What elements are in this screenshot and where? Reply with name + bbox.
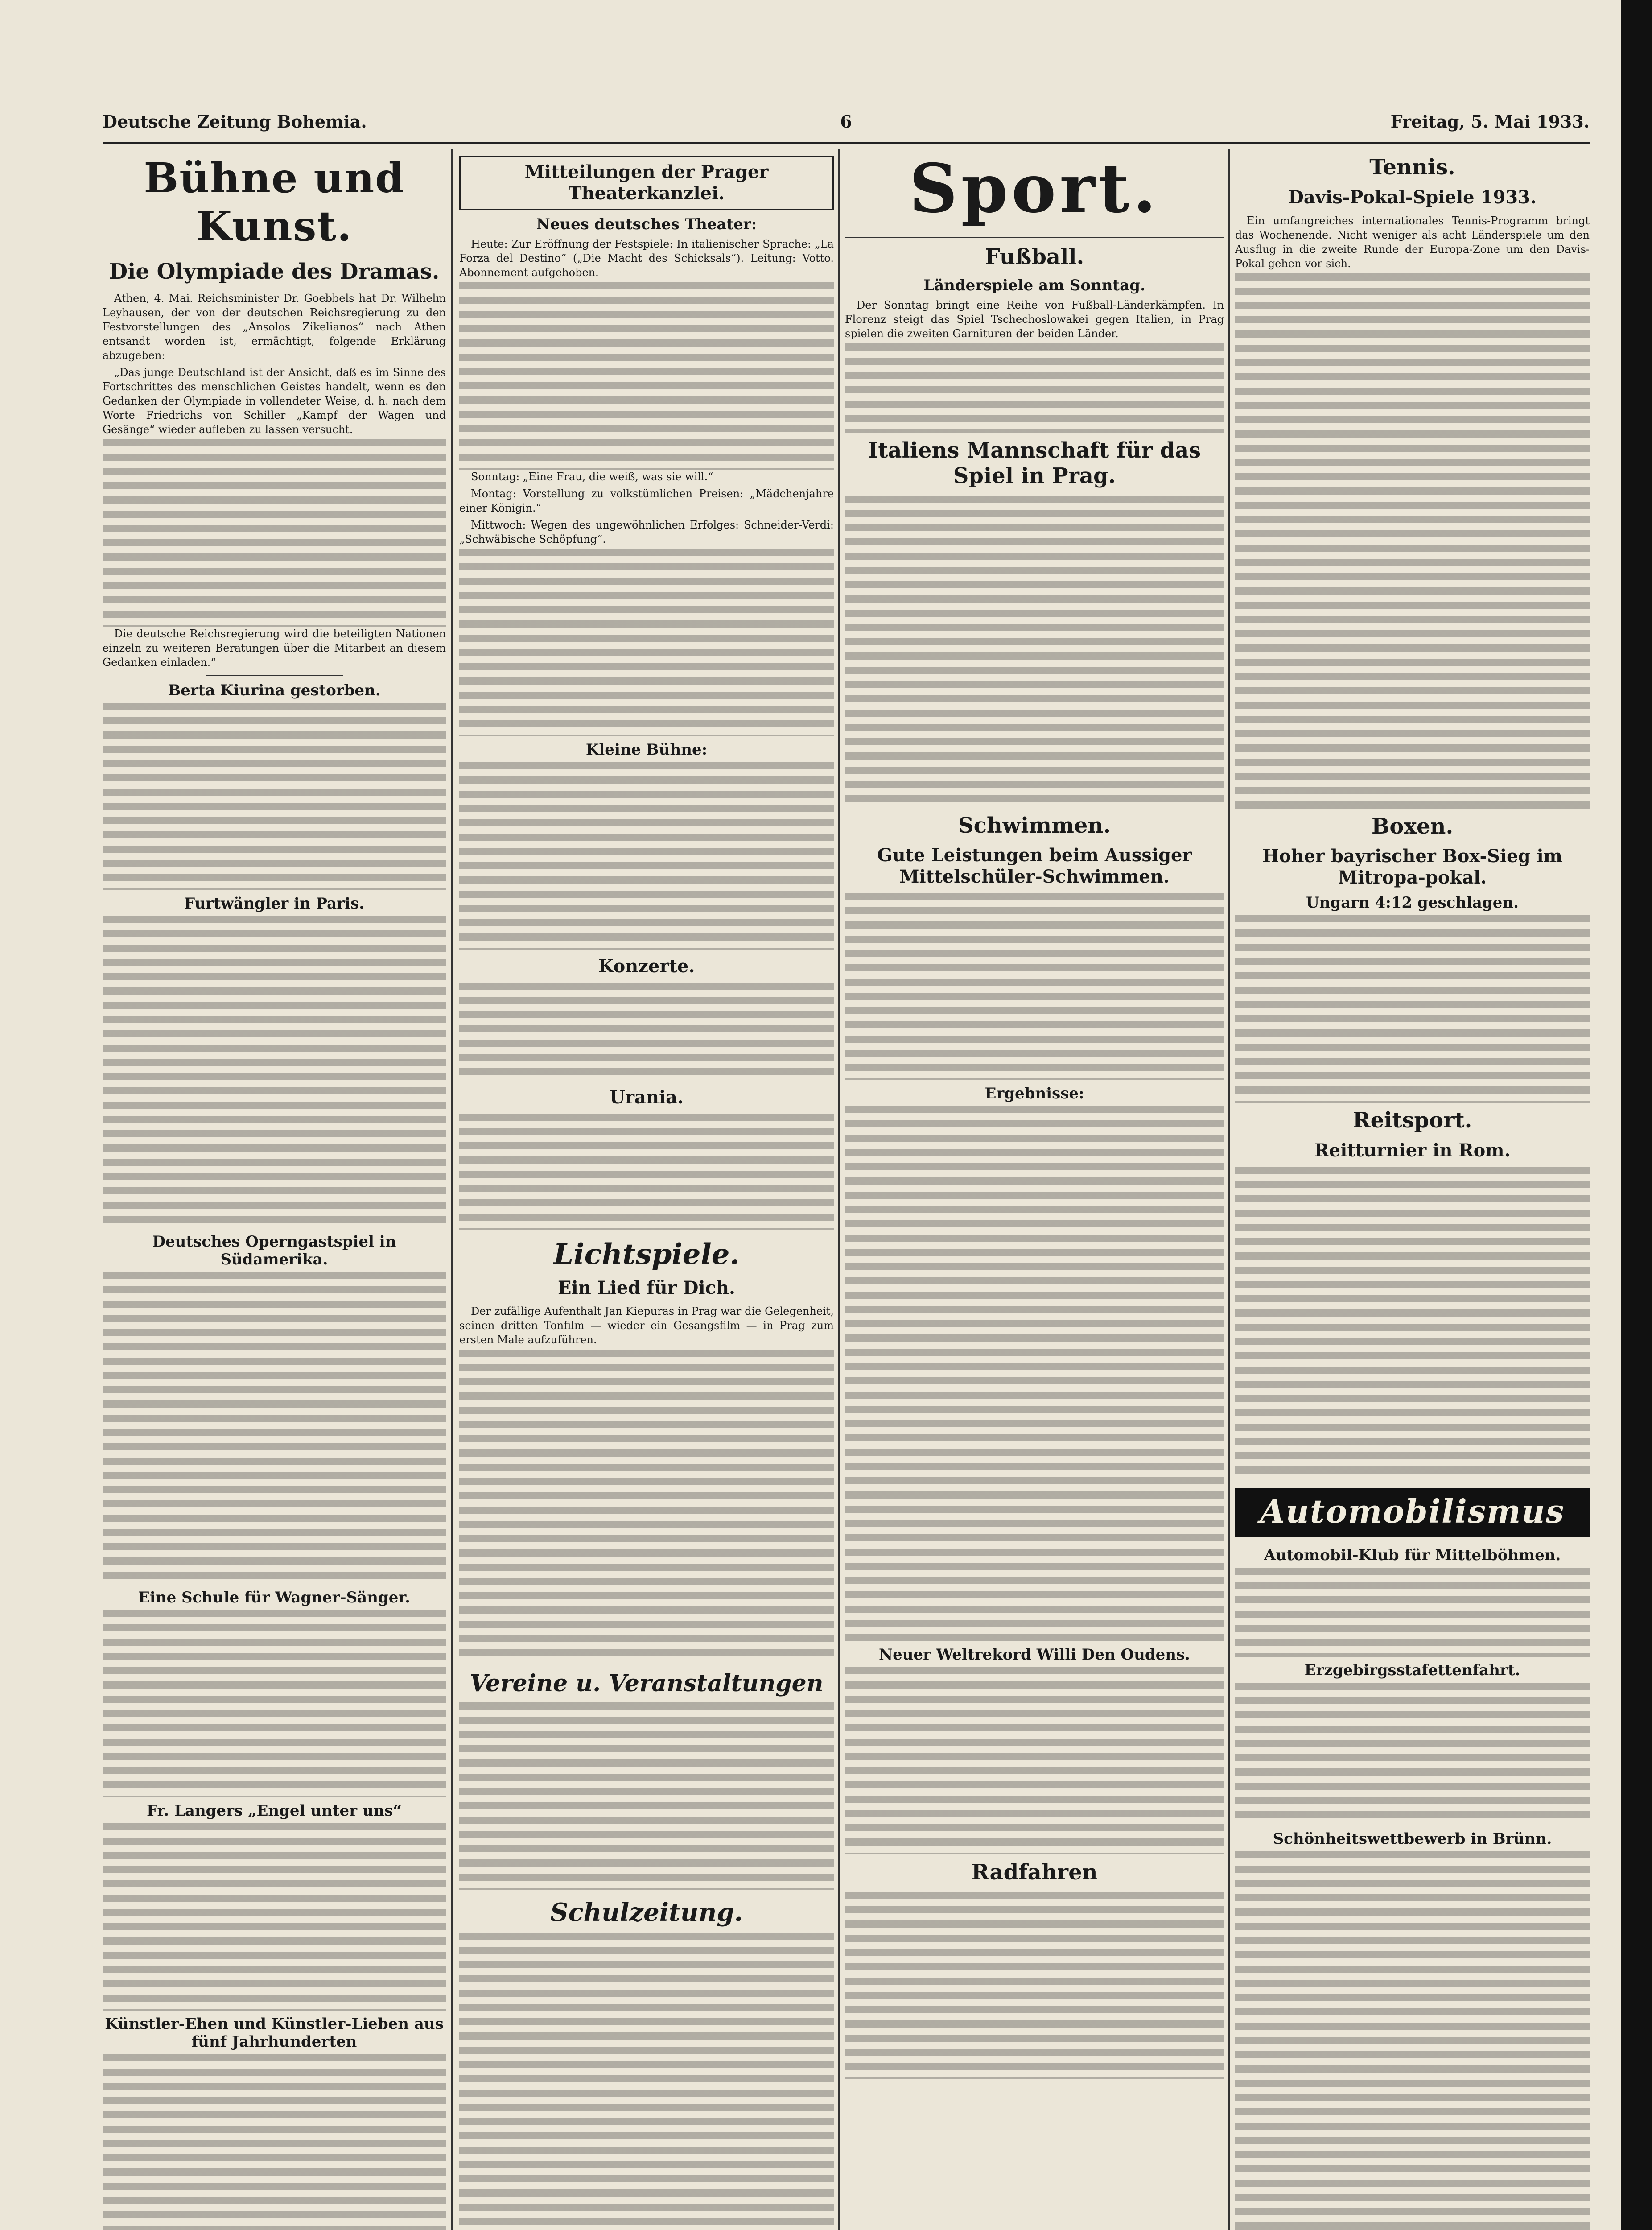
text-block (103, 1823, 446, 2011)
text-block (103, 439, 446, 627)
text-block (845, 496, 1224, 808)
header-rule (103, 142, 1590, 144)
subsection-title: Kleine Bühne: (585, 741, 708, 759)
section-title-buehne: Bühne und Kunst. (144, 154, 405, 250)
item-heading: Eine Schule für Wagner-Sänger. (138, 1588, 410, 1606)
auto-heading: Erzgebirgsstafettenfahrt. (1304, 1661, 1520, 1679)
fussball-title: Fußball. (985, 244, 1084, 269)
text-block (1235, 1568, 1590, 1657)
text-block (103, 916, 446, 1228)
vereine-title: Vereine u. Veranstaltungen (470, 1670, 824, 1697)
text-block (845, 893, 1224, 1080)
column-sport (845, 149, 1224, 2230)
schulzeitung-title: Schulzeitung. (550, 1898, 743, 1927)
page-header (103, 112, 1590, 138)
item-heading: Berta Kiurina gestorben. (168, 681, 381, 699)
column-theater (459, 149, 834, 2230)
urania-title: Urania. (610, 1087, 684, 1108)
text-block (1235, 1851, 1590, 2230)
davis-headline: Davis-Pokal-Spiele 1933. (1288, 186, 1537, 208)
text-block (459, 1114, 834, 1230)
section-title-sport: Sport. (909, 149, 1160, 228)
text-block (1235, 1683, 1590, 1825)
swimming-headline: Gute Leistungen beim Aussiger Mittelschüler-Schwimmen. (877, 845, 1192, 888)
weltrekord-heading: Neuer Weltrekord Willi Den Oudens. (879, 1646, 1190, 1664)
divider (206, 675, 343, 676)
auto-heading: Schönheitswettbewerb in Brünn. (1273, 1829, 1552, 1848)
text-block (845, 1106, 1224, 1641)
text-block (459, 1350, 834, 1662)
lied-title: Ein Lied für Dich. (558, 1277, 735, 1298)
section-title-theaterkanzlei: Mitteilungen der Prager Theaterkanzlei. (459, 156, 834, 210)
newspaper-name: Deutsche Zeitung Bohemia. (103, 112, 367, 132)
box-subheading: Ungarn 4:12 geschlagen. (1306, 894, 1519, 912)
text-block (845, 343, 1224, 433)
konzerte-title: Konzerte. (598, 956, 695, 977)
article-paragraph: Die deutsche Reichsregierung wird die beteiligten Nationen einzeln zu weiteren Beratungen über die Mitarbeit an diesem Gedanken einladen.“ (103, 627, 446, 669)
schwimmen-title: Schwimmen. (958, 813, 1111, 838)
program-paragraph: Mittwoch: Wegen des ungewöhnlichen Erfolges: Schneider-Verdi: „Schwäbische Schöpfung“. (459, 519, 834, 545)
divider (845, 237, 1224, 238)
program-paragraph: Sonntag: „Eine Frau, die weiß, was sie will.“ (471, 471, 713, 483)
automobilismus-banner: Automobilismus (1235, 1488, 1590, 1537)
scan-edge (1621, 0, 1652, 2230)
item-heading: Furtwängler in Paris. (184, 894, 364, 913)
text-block (459, 282, 834, 470)
headline-olympiade: Die Olympiade des Dramas. (109, 259, 440, 284)
text-block (845, 1892, 1224, 2079)
text-block (103, 2054, 446, 2230)
column-sport-2 (1235, 149, 1590, 2230)
article-paragraph: „Das junge Deutschland ist der Ansicht, daß es im Sinne des Fortschrittes des menschlichen Geistes handelt, wenn es den Gedanken der Olympiade in vollendeter Weise, d. h. nach dem Worte Friedrichs von Schiller „Kampf der Wagen und Gesänge“ wieder aufleben zu lassen versucht. (103, 366, 446, 436)
auto-heading: Automobil-Klub für Mittelböhmen. (1264, 1546, 1561, 1564)
text-block (459, 983, 834, 1081)
item-heading: Deutsches Operngastspiel in Südamerika. (152, 1232, 396, 1268)
tennis-title: Tennis. (1369, 155, 1455, 180)
text-block (1235, 915, 1590, 1103)
text-block (459, 1702, 834, 1890)
issue-date: Freitag, 5. Mai 1933. (1390, 112, 1590, 132)
radfahren-title: Radfahren (971, 1860, 1098, 1885)
column-divider (451, 149, 453, 2230)
boxen-title: Boxen. (1371, 814, 1454, 839)
program-paragraph: Heute: Zur Eröffnung der Festspiele: In italienischer Sprache: „La Forza del Destino“ („Die Macht des Schicksals“). Leitung: Votto. Abonnement aufgehoben. (459, 238, 834, 279)
article-paragraph: Athen, 4. Mai. Reichsminister Dr. Goebbels hat Dr. Wilhelm Leyhausen, der von der deutschen Reichsregierung zu den Festvorstellungen des „Ansolos Zikelianos“ nach Athen entsandt worden ist, ermächtigt, folgende Erklärung abzugeben: (103, 292, 446, 362)
box-headline: Hoher bayrischer Box-Sieg im Mitropa-pokal. (1262, 846, 1562, 888)
page-number: 6 (840, 112, 852, 132)
text-block (103, 1610, 446, 1797)
column-arts (103, 149, 446, 2230)
column-divider (838, 149, 840, 2230)
results-heading: Ergebnisse: (985, 1085, 1084, 1103)
text-block (1235, 1167, 1590, 1479)
film-review: Der zufällige Aufenthalt Jan Kiepuras in Prag war die Gelegenheit, seinen dritten Tonfilm — wieder ein Gesangsfilm — in Prag zum ersten Male aufzuführen. (459, 1305, 834, 1346)
column-divider (1228, 149, 1230, 2230)
text-block (459, 1933, 834, 2230)
rom-headline: Reitturnier in Rom. (1314, 1140, 1511, 1161)
tennis-paragraph: Ein umfangreiches internationales Tennis-Programm bringt das Wochenende. Nicht weniger als acht Länderspiele um den Ausflug in die zweite Runde der Europa-Zone um den Davis-Pokal gehen vor sich. (1235, 214, 1590, 270)
text-block (459, 762, 834, 950)
text-block (459, 549, 834, 736)
italien-headline: Italiens Mannschaft für das Spiel in Prag. (868, 438, 1201, 489)
text-block (845, 1667, 1224, 1854)
sport-paragraph: Der Sonntag bringt eine Reihe von Fußball-Länderkämpfen. In Florenz steigt das Spiel Tschechoslowakei gegen Italien, in Prag spielen die zweiten Garnituren der beiden Länder. (845, 298, 1224, 340)
text-block (103, 703, 446, 890)
item-heading: Künstler-Ehen und Künstler-Lieben aus fünf Jahrhunderten (105, 2015, 444, 2051)
text-block (103, 1272, 446, 1584)
lichtspiele-title: Lichtspiele. (553, 1238, 740, 1271)
program-paragraph: Montag: Vorstellung zu volkstümlichen Preisen: „Mädchenjahre einer Königin.“ (459, 487, 834, 514)
text-block (1235, 273, 1590, 809)
reitsport-title: Reitsport. (1352, 1108, 1472, 1133)
subsection-title: Neues deutsches Theater: (536, 215, 757, 233)
subheading: Länderspiele am Sonntag. (923, 276, 1145, 294)
item-heading: Fr. Langers „Engel unter uns“ (147, 1801, 402, 1820)
